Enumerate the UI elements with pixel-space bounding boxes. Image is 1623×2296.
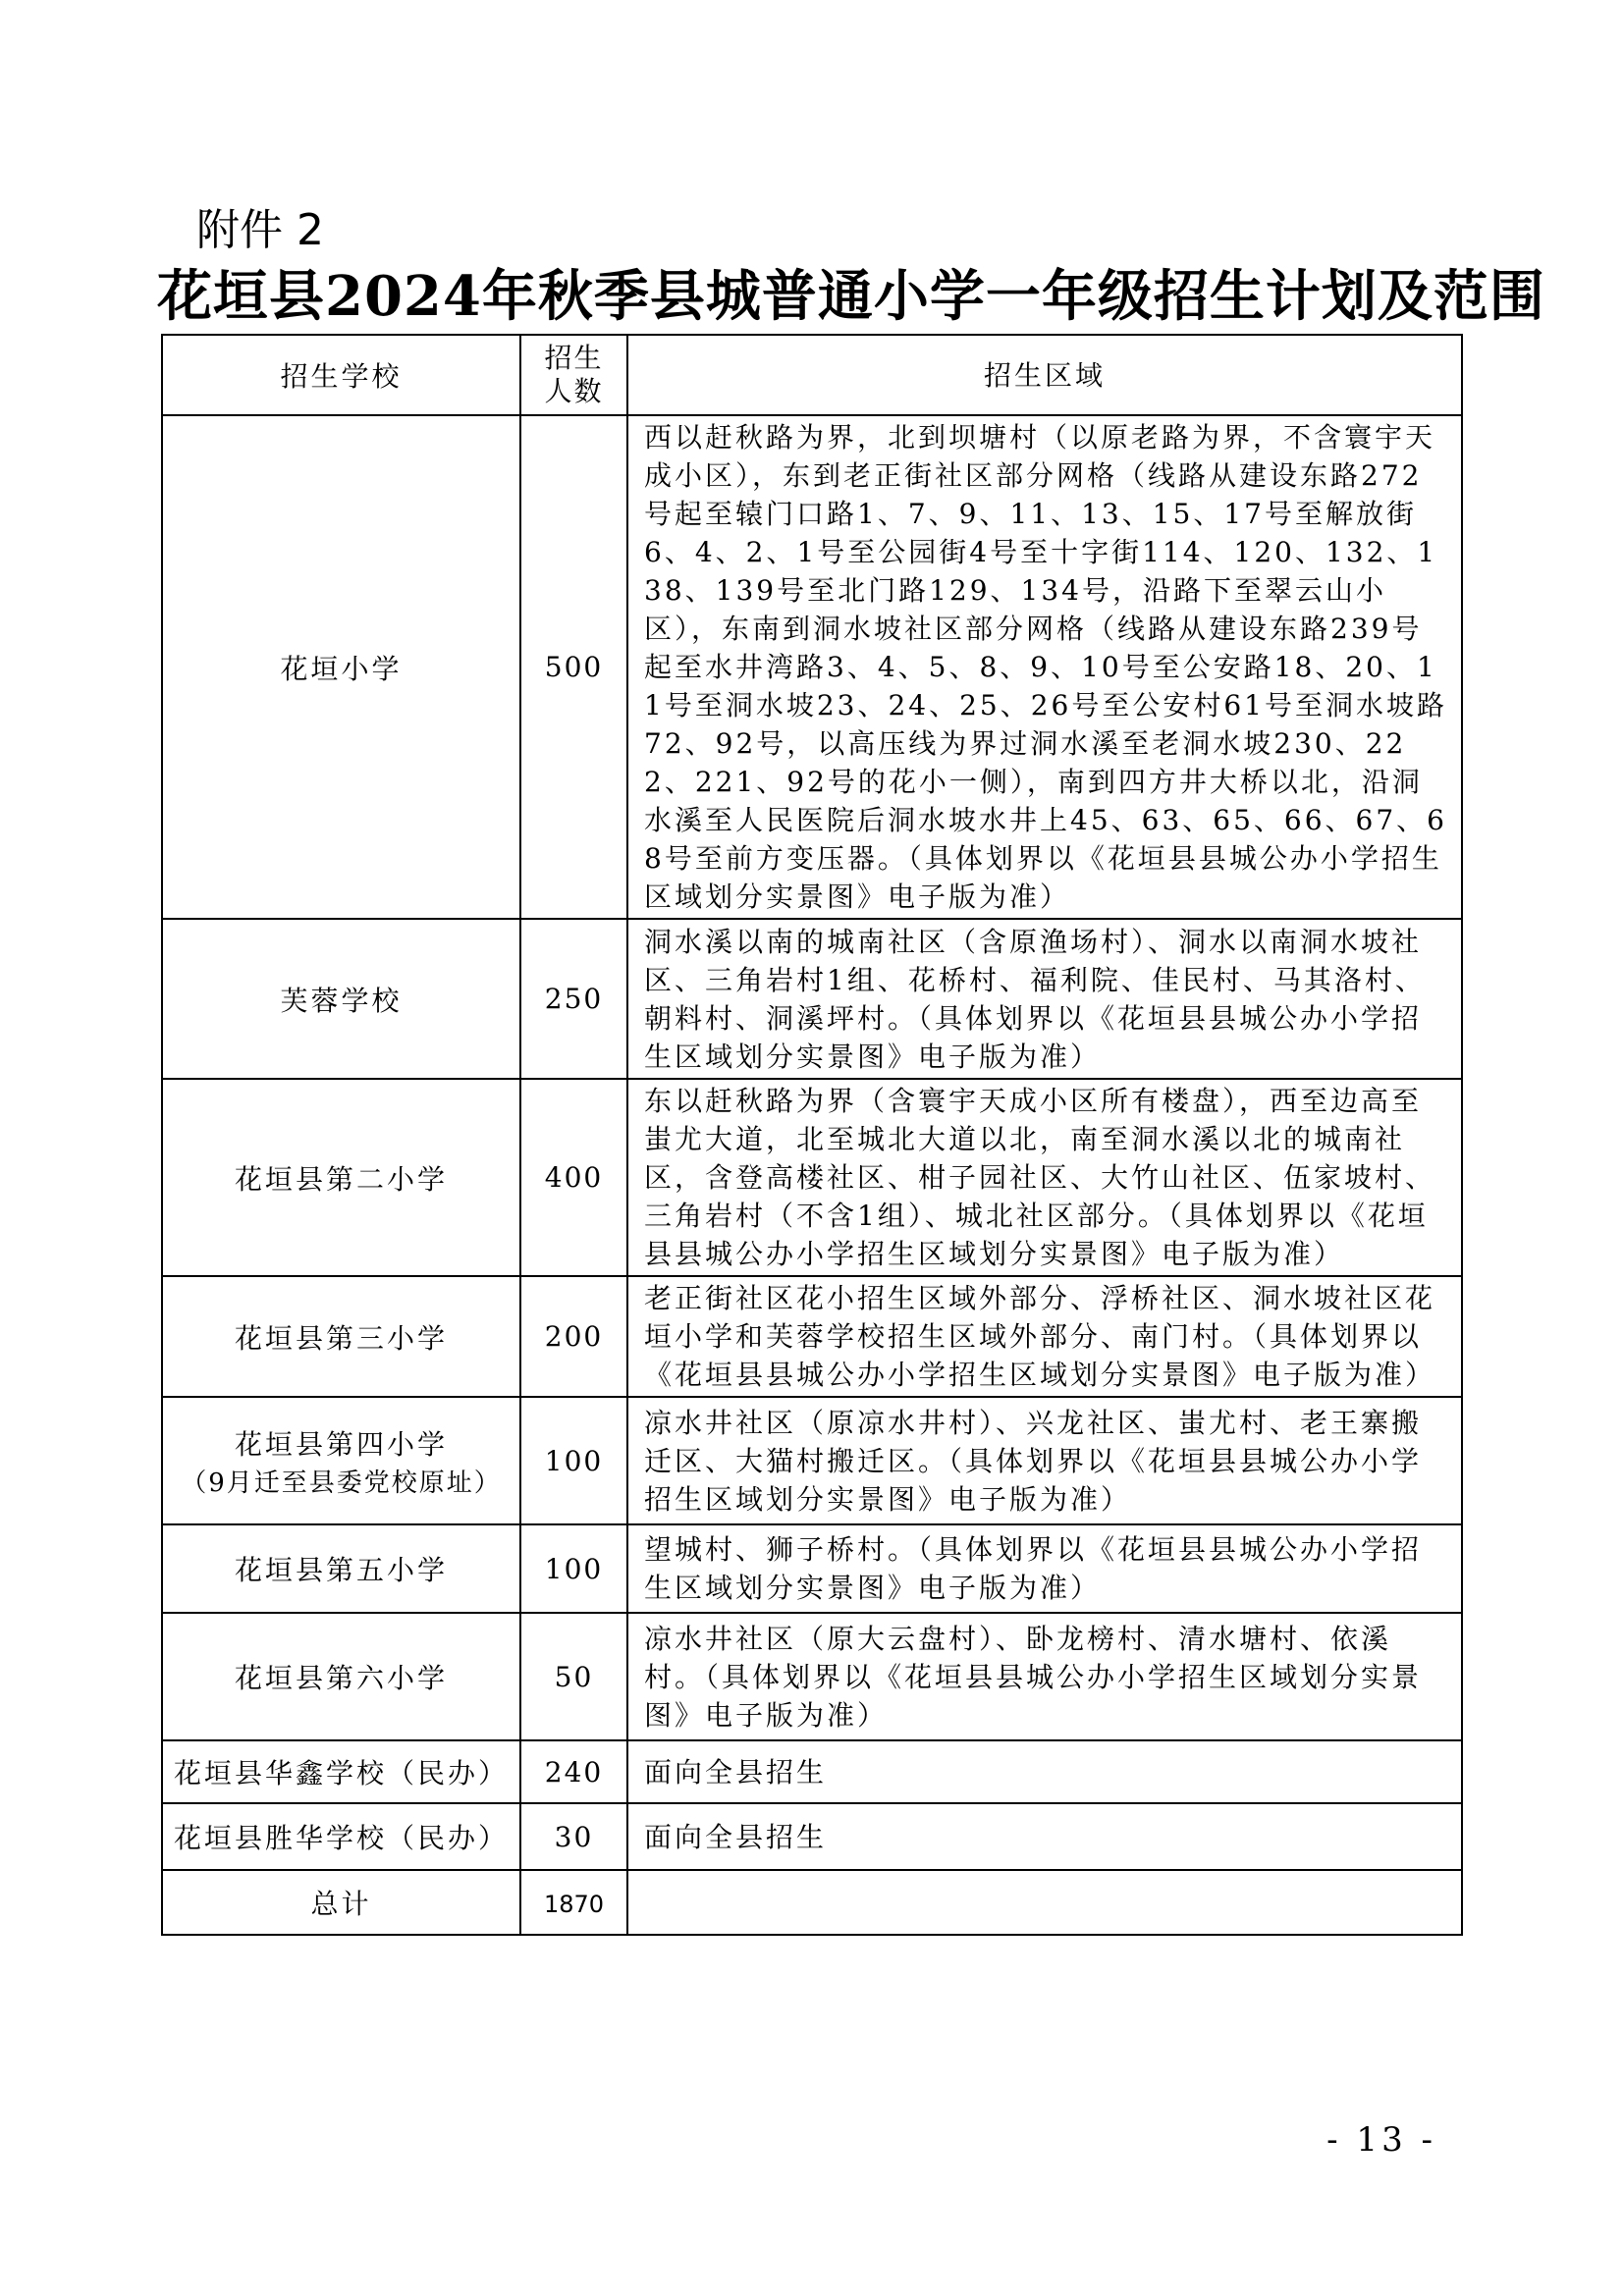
area-cell: 老正街社区花小招生区域外部分、浮桥社区、洞水坡社区花垣小学和芙蓉学校招生区域外部分、南门村。（具体划界以《花垣县县城公办小学招生区域划分实景图》电子版为准） <box>627 1276 1462 1397</box>
area-cell: 西以赶秋路为界，北到坝塘村（以原老路为界，不含寰宇天成小区），东到老正街社区部分网格（线路从建设东路272号起至辕门口路1、7、9、11、13、15、17号至解放街6、4、2、1号至公园街4号至十字街114、120、132、138、139号至北门路129、134号，沿路下至翠云山小区），东南到洞水坡社区部分网格（线路从建设东路239号起至水井湾路3、4、5、8、9、10号至公安路18、20、11号至洞水坡23、24、25、26号至公安村61号至洞水坡路72、92号，以高压线为界过洞水溪至老洞水坡230、222、221、92号的花小一侧），南到四方井大桥以北，沿洞水溪至人民医院后洞水坡水井上45、63、65、66、67、68号至前方变压器。（具体划界以《花垣县县城公办小学招生区域划分实景图》电子版为准） <box>627 415 1462 919</box>
school-cell <box>162 1397 520 1524</box>
quota-cell: 200 <box>520 1276 627 1397</box>
header-quota-line2: 人数 <box>544 375 604 407</box>
school-cell: 花垣县第三小学 <box>162 1276 520 1397</box>
school-name: 花垣县第四小学 <box>234 1427 448 1461</box>
total-area <box>627 1870 1462 1935</box>
table-row <box>162 415 1462 919</box>
quota-cell: 240 <box>520 1740 627 1803</box>
header-quota-line1: 招生 <box>544 342 604 374</box>
school-cell: 花垣县华鑫学校（民办） <box>162 1740 520 1803</box>
header-school: 招生学校 <box>162 335 520 415</box>
table-row <box>162 1803 1462 1870</box>
attachment-label: 附件 2 <box>196 205 324 255</box>
area-cell: 凉水井社区（原大云盘村）、卧龙榜村、清水塘村、依溪村。（具体划界以《花垣县县城公办小学招生区域划分实景图》电子版为准） <box>627 1613 1462 1740</box>
table-row <box>162 1276 1462 1397</box>
document-title: 花垣县2024年秋季县城普通小学一年级招生计划及范围 <box>157 264 1545 329</box>
quota-cell: 250 <box>520 919 627 1079</box>
school-note: （9月迁至县委党校原址） <box>181 1468 502 1498</box>
quota-cell: 30 <box>520 1803 627 1870</box>
header-quota <box>520 335 627 415</box>
quota-cell: 500 <box>520 415 627 919</box>
table-row <box>162 1397 1462 1524</box>
area-cell: 东以赶秋路为界（含寰宇天成小区所有楼盘），西至边高至蚩尤大道，北至城北大道以北，南至洞水溪以北的城南社区，含登高楼社区、柑子园社区、大竹山社区、伍家坡村、三角岩村（不含1组）、城北社区部分。（具体划界以《花垣县县城公办小学招生区域划分实景图》电子版为准） <box>627 1079 1462 1276</box>
enrollment-plan-table <box>161 334 1463 1936</box>
area-cell: 面向全县招生 <box>627 1803 1462 1870</box>
total-quota <box>520 1870 627 1935</box>
school-cell: 花垣县第二小学 <box>162 1079 520 1276</box>
school-cell: 花垣县第五小学 <box>162 1524 520 1613</box>
area-cell: 望城村、狮子桥村。（具体划界以《花垣县县城公办小学招生区域划分实景图》电子版为准） <box>627 1524 1462 1613</box>
school-cell: 花垣小学 <box>162 415 520 919</box>
total-row <box>162 1870 1462 1935</box>
total-quota-value: 1870 <box>543 1890 605 1918</box>
total-label: 总计 <box>162 1870 520 1935</box>
page-number: - 13 - <box>1326 2120 1436 2160</box>
area-cell: 面向全县招生 <box>627 1740 1462 1803</box>
table-row <box>162 919 1462 1079</box>
school-cell: 花垣县第六小学 <box>162 1613 520 1740</box>
quota-cell: 100 <box>520 1397 627 1524</box>
quota-cell: 400 <box>520 1079 627 1276</box>
table-row <box>162 1079 1462 1276</box>
table-header-row <box>162 335 1462 415</box>
school-cell: 芙蓉学校 <box>162 919 520 1079</box>
school-cell: 花垣县胜华学校（民办） <box>162 1803 520 1870</box>
quota-cell: 50 <box>520 1613 627 1740</box>
table-row <box>162 1613 1462 1740</box>
area-cell: 凉水井社区（原凉水井村）、兴龙社区、蚩尤村、老王寨搬迁区、大猫村搬迁区。（具体划界以《花垣县县城公办小学招生区域划分实景图》电子版为准） <box>627 1397 1462 1524</box>
table-row <box>162 1524 1462 1613</box>
header-area: 招生区域 <box>627 335 1462 415</box>
table-row <box>162 1740 1462 1803</box>
quota-cell: 100 <box>520 1524 627 1613</box>
area-cell: 洞水溪以南的城南社区（含原渔场村）、洞水以南洞水坡社区、三角岩村1组、花桥村、福利院、佳民村、马其洛村、朝料村、洞溪坪村。（具体划界以《花垣县县城公办小学招生区域划分实景图》电子版为准） <box>627 919 1462 1079</box>
